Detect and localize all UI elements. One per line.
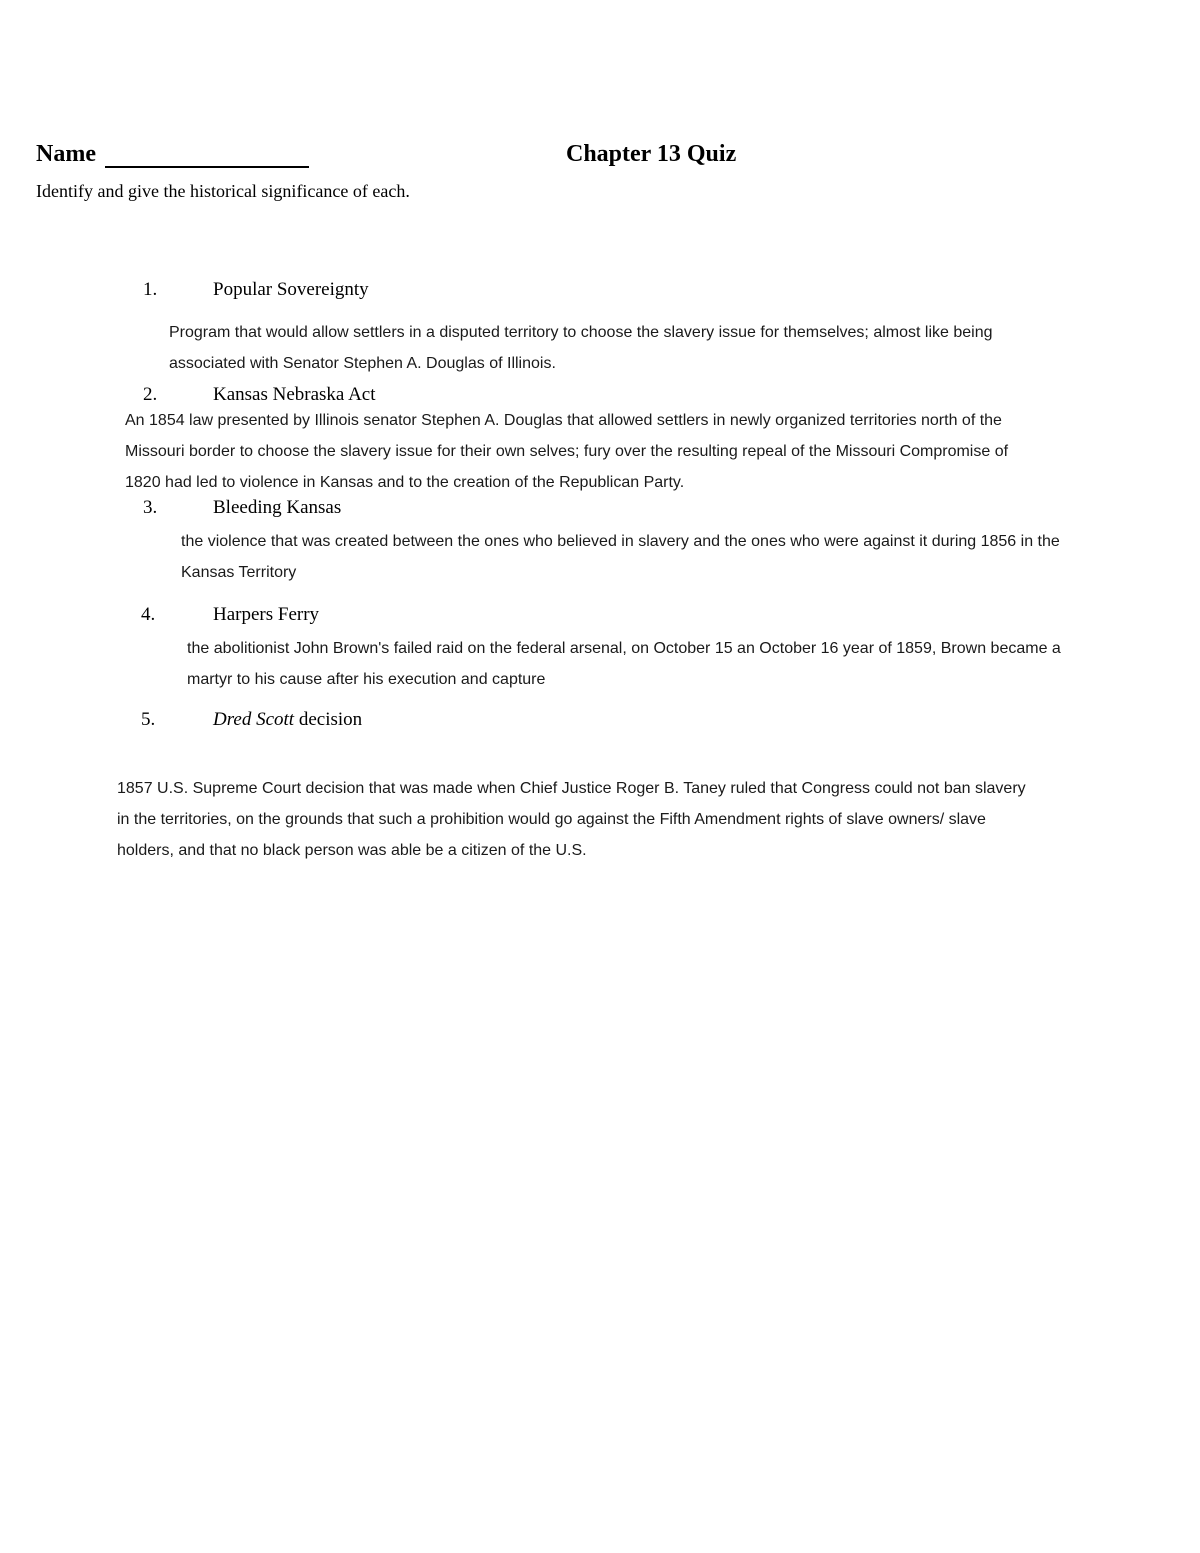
answer-line: holders, and that no black person was able be a citizen of the U.S. [117,842,587,859]
item-term: Kansas Nebraska Act [213,384,376,405]
quiz-title: Chapter 13 Quiz [566,141,737,167]
item-answer [187,633,1061,695]
answer-line: 1820 had led to violence in Kansas and to the creation of the Republican Party. [125,474,685,491]
answer-line: Missouri border to choose the slavery issue for their own selves; fury over the resulting repeal of the Missouri Compromise of [125,443,1009,460]
item-term: Popular Sovereignty [213,279,369,300]
answer-line: the abolitionist John Brown's failed raid on the federal arsenal, on October 15 an October 16 year of 1859, Brown became a [187,640,1061,657]
item-answer [181,526,1060,588]
item-term: Harpers Ferry [213,604,320,625]
item-number: 1. [143,279,158,300]
name-label: Name [36,141,96,167]
item-number: 5. [141,709,156,730]
answer-line: in the territories, on the grounds that such a prohibition would go against the Fifth Amendment rights of slave owners/ slave [117,811,986,828]
item-term-rest: decision [294,709,363,730]
answer-line: Program that would allow settlers in a disputed territory to choose the slavery issue for themselves; almost like being [169,324,993,341]
answer-line: the violence that was created between the ones who believed in slavery and the ones who were against it during 1856 in the [181,533,1060,550]
item-answer [125,405,1008,498]
item-term [213,709,362,731]
answer-line: Kansas Territory [181,564,297,581]
item-answer [117,773,1026,866]
answer-line: martyr to his cause after his execution and capture [187,671,546,688]
answer-line: 1857 U.S. Supreme Court decision that was made when Chief Justice Roger B. Taney ruled that Congress could not ban slavery [117,780,1026,797]
instructions: Identify and give the historical significance of each. [36,181,410,201]
answer-line: associated with Senator Stephen A. Douglas of Illinois. [169,355,556,372]
name-blank-line [105,166,309,168]
answer-line: An 1854 law presented by Illinois senator Stephen A. Douglas that allowed settlers in newly organized territories north of the [125,412,1002,429]
item-number: 2. [143,384,158,405]
item-answer [169,317,993,379]
item-term-italic: Dred Scott [213,709,295,730]
item-number: 3. [143,497,158,518]
item-number: 4. [141,604,156,625]
item-term: Bleeding Kansas [213,497,342,518]
